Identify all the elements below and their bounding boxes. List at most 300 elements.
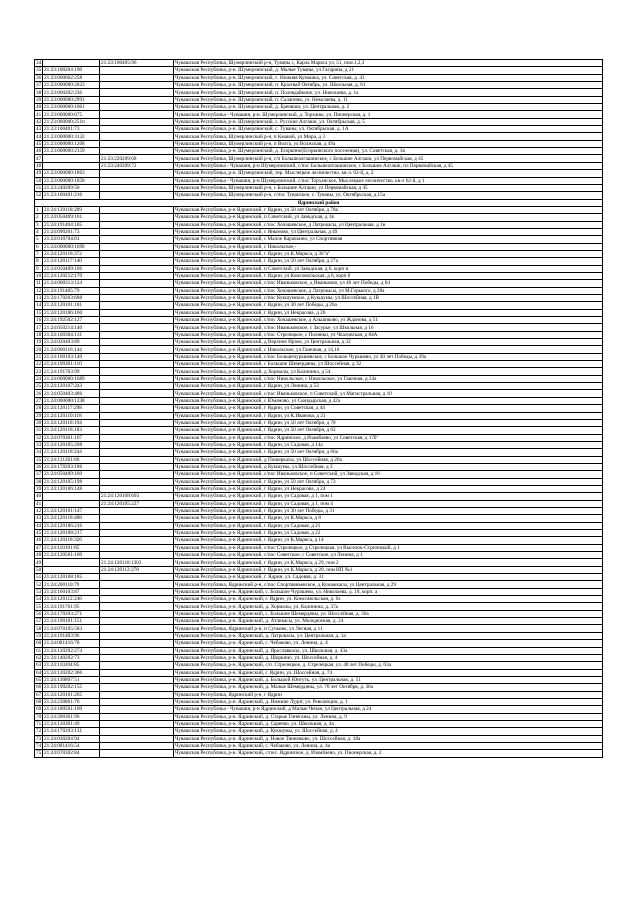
table-body-yadrinsky bbox=[35, 206, 603, 757]
table-row bbox=[35, 287, 603, 294]
table-row bbox=[35, 419, 603, 426]
cadastral-number-land: 21:24:070105:583 bbox=[43, 625, 100, 632]
address: Чувашская Республика, р-н Ядринский, г Ядрин, ул Некрасова, д 26 bbox=[174, 309, 603, 316]
cadastral-number-premises bbox=[100, 383, 174, 390]
section-title: Ядринский район bbox=[35, 199, 603, 206]
address: Чувашская Республика, р-н Ядринский, с Большие Шемердяны, ул Шоссейная, д 32 bbox=[174, 361, 603, 368]
address: Чувашская Республика, р-н Ядринский, с/пос Кукшумское, д Кукшумы, ул Шоссейная, д 1В bbox=[174, 295, 603, 302]
cadastral-number-premises bbox=[100, 713, 174, 720]
cadastral-number-premises bbox=[100, 250, 174, 257]
cadastral-number-premises bbox=[100, 610, 174, 617]
row-number: 61 bbox=[36, 647, 42, 654]
cadastral-number-premises bbox=[100, 126, 174, 133]
address: Чувашская Республика, р-н Ядринский, с/пос Иваньковское, с Засурье, ул Школьная, д 16 bbox=[174, 324, 603, 331]
cadastral-number-premises bbox=[100, 221, 174, 228]
row-number: 28 bbox=[36, 405, 42, 412]
cadastral-number-land: 21:24:090201:73 bbox=[43, 228, 100, 235]
cadastral-number-premises bbox=[100, 192, 174, 199]
cadastral-number-premises bbox=[100, 280, 174, 287]
cadastral-number-premises: 21:24:120105:227 bbox=[100, 500, 174, 507]
table-row bbox=[35, 236, 603, 243]
cadastral-number-premises bbox=[100, 390, 174, 397]
cadastral-number-premises: 21:24:120108:603 bbox=[100, 493, 174, 500]
table-row bbox=[35, 258, 603, 265]
row-number: 73 bbox=[36, 735, 42, 742]
table-row bbox=[35, 177, 603, 184]
table-row bbox=[35, 383, 603, 390]
address: Чувашская Республика, р-н Ядринский, г Ядрин, ул Ленина, д 53 bbox=[174, 383, 603, 390]
cadastral-number-premises bbox=[100, 552, 174, 559]
table-row bbox=[35, 669, 603, 676]
table-row bbox=[35, 295, 603, 302]
cadastral-number-premises bbox=[100, 456, 174, 463]
table-row bbox=[35, 566, 603, 573]
table-row bbox=[35, 581, 603, 588]
table-row bbox=[35, 309, 603, 316]
table-row bbox=[35, 339, 603, 346]
cadastral-number-premises bbox=[100, 375, 174, 382]
cadastral-number-land: 21:24:060116:144 bbox=[43, 346, 100, 353]
row-number: 12 bbox=[36, 287, 42, 294]
row-number: 59 bbox=[36, 632, 42, 639]
cadastral-number-land: 21:24:120118:326 bbox=[43, 537, 100, 544]
cadastral-number-land: 21:24:020403:89 bbox=[43, 339, 100, 346]
cadastral-number-premises bbox=[100, 588, 174, 595]
cadastral-number-land: 21:24:120108:217 bbox=[43, 530, 100, 537]
cadastral-number-premises bbox=[100, 309, 174, 316]
table-row bbox=[35, 684, 603, 691]
address: Чувашская Республика, р-н. Ядринский, д. Кукшумы, ул. Шоссейная, д. 4 bbox=[174, 728, 603, 735]
cadastral-number-premises bbox=[100, 118, 174, 125]
table-row bbox=[35, 243, 603, 250]
cadastral-number-premises bbox=[100, 662, 174, 669]
address: Чувашская Республика, р-н. Ядринский, д. Большой Юнгуть, ул. Центральная, д. 51 bbox=[174, 676, 603, 683]
cadastral-number-premises bbox=[100, 104, 174, 111]
cadastral-number-premises bbox=[100, 522, 174, 529]
cadastral-number-premises bbox=[100, 412, 174, 419]
address: Чувашская Республика, р-н. Шумерлинский, д. Егоркино(Егоркинского поселения), ул. Советская, д. 1в bbox=[174, 148, 603, 155]
cadastral-number-land: 21:24:120118:408 bbox=[43, 515, 100, 522]
cadastral-number-land: 21:24:050409:160 bbox=[43, 471, 100, 478]
cadastral-number-land: 21:24:191703:99 bbox=[43, 368, 100, 375]
cadastral-number-land: 21:23:000000:2159 bbox=[43, 148, 100, 155]
row-number: 49 bbox=[36, 170, 42, 177]
cadastral-number-premises bbox=[100, 449, 174, 456]
table-row bbox=[35, 588, 603, 595]
address: Чувашская Республика, р-н Ядринский, с/пос Иваньковское, п Советский, ул Заводская, д 16 bbox=[174, 471, 603, 478]
cadastral-number-land: 21:23:240209:50 bbox=[43, 184, 100, 191]
cadastral-number-premises bbox=[100, 258, 174, 265]
address: Чувашская Республика, р-н. Ядринский, д. Ярославкасы, ул. Школьная, д. 43а bbox=[174, 647, 603, 654]
cadastral-number-premises: 21:23:220209:68 bbox=[100, 155, 174, 162]
cadastral-number-land: 21:24:110204:85 bbox=[43, 662, 100, 669]
row-number: 71 bbox=[36, 721, 42, 728]
cadastral-number-premises: 21:24:120112:278 bbox=[100, 566, 174, 573]
cadastral-number-land: 21:24:081416:54 bbox=[43, 742, 100, 749]
row-number: 52 bbox=[36, 581, 42, 588]
cadastral-number-premises bbox=[100, 170, 174, 177]
table-row bbox=[35, 625, 603, 632]
address: Чувашская Республика, р-н Ядринский, г Ядрин, ул К.Маркса, д 29, пом 2 bbox=[174, 559, 603, 566]
address: Чувашская Республика, Ядринский р-н, г Ядрин bbox=[174, 691, 603, 698]
row-number: 1 bbox=[35, 206, 43, 213]
table-row bbox=[35, 493, 603, 500]
cadastral-number-land: 21:24:190101:151 bbox=[43, 618, 100, 625]
cadastral-number-land: 21:23:060602:258 bbox=[43, 74, 100, 81]
cadastral-number-premises bbox=[100, 427, 174, 434]
row-number: 45 bbox=[36, 530, 42, 537]
cadastral-number-land: 21:24:131201:66 bbox=[43, 456, 100, 463]
table-row bbox=[35, 67, 603, 74]
address: Чувашская Республика, Шумерлинский р-н, с/п Большеалгашинское, с Большие Алгаши, ул Первомайская, д 45 bbox=[174, 155, 603, 162]
row-number: 9 bbox=[35, 265, 43, 272]
row-number: 44 bbox=[36, 133, 42, 140]
address: Чувашская Республика, р-н Ядринский, г Ядрин, ул 50 лет Октября, д 66а bbox=[174, 449, 603, 456]
table-row bbox=[35, 228, 603, 235]
address: Чувашская Республика, р-н Ядринский, г Ядрин, ул Садовая, д 1, пом 4 bbox=[174, 500, 603, 507]
cadastral-number-land: 21:24:120107:243 bbox=[43, 383, 100, 390]
table-row bbox=[35, 331, 603, 338]
row-number: 60 bbox=[36, 640, 42, 647]
cadastral-number-land: 21:24:170203:688 bbox=[43, 295, 100, 302]
cadastral-number-premises bbox=[100, 361, 174, 368]
cadastral-number-land: 21:24:200301:96 bbox=[43, 713, 100, 720]
table-row bbox=[35, 632, 603, 639]
address: Чувашская Республика, р-н Ядринский, с Юманово, ул Сюндырская, д 42а bbox=[174, 397, 603, 404]
table-row bbox=[35, 720, 603, 727]
cadastral-number-land: 21:24:120117:298 bbox=[43, 405, 100, 412]
cadastral-number-land: 21:24:190202:155 bbox=[43, 684, 100, 691]
row-number: 30 bbox=[36, 419, 42, 426]
row-number: 22 bbox=[36, 361, 42, 368]
row-number: 44 bbox=[36, 522, 42, 529]
row-number: 66 bbox=[36, 684, 42, 691]
address: Чувашская Республика, р-н Ядринский, г Ядрин, ул Некрасова, д 24 bbox=[174, 485, 603, 492]
cadastral-number-premises bbox=[100, 654, 174, 661]
cadastral-number-land: 21:24:081416:78 bbox=[43, 640, 100, 647]
cadastral-number-premises bbox=[100, 419, 174, 426]
table-row bbox=[35, 133, 603, 140]
table-row bbox=[35, 375, 603, 382]
address: Чувашская Республика, р-н Ядринский, д Верхние Ирзеи, ул Центральная, д 32 bbox=[174, 339, 603, 346]
address: Чувашская Республика, р-н. Шумерлинский, с. Туваны, ул. Октябрьская, д. 1А bbox=[174, 126, 603, 133]
row-number: 42 bbox=[36, 508, 42, 515]
cadastral-number-premises bbox=[100, 434, 174, 441]
row-number: 55 bbox=[36, 603, 42, 610]
row-number: 48 bbox=[36, 162, 42, 169]
address: Чувашская Республика, р-н. Шумерлинский, с. Нижняя Кумашка, ул. Советская, д. 41 bbox=[174, 74, 603, 81]
cadastral-number-land: 21:24:120101:147 bbox=[43, 507, 100, 514]
cadastral-number-land: 21:24:110101:85 bbox=[43, 544, 100, 551]
row-number: 32 bbox=[36, 434, 42, 441]
address: Чувашская Республика, р-н. Ядринский, с/п. Стрелецкое, д. Стрелецкая, ул. 40 лет Победы, д. 63а bbox=[174, 662, 603, 669]
row-number: 39 bbox=[36, 486, 42, 493]
address: Чувашская Республика, р-н Ядринский, г Ядрин, ул 50 лет Октября, д 78а bbox=[174, 206, 603, 213]
row-number: 4 bbox=[35, 228, 43, 235]
cadastral-number-premises bbox=[100, 236, 174, 243]
table-row bbox=[35, 654, 603, 661]
address: Чувашская Республика, р-н. Ядринский, д. Старые Тинеганы, ул. Ленина, д. 9 bbox=[174, 713, 603, 720]
table-row bbox=[35, 104, 603, 111]
cadastral-number-premises bbox=[100, 96, 174, 103]
address: Чувашская Республика, р-н. Ядринский, г. Ядрин, ул. Шоссейная, д. 74 bbox=[174, 669, 603, 676]
cadastral-number-land: 21:23:100401:73 bbox=[43, 126, 100, 133]
table-row bbox=[35, 170, 603, 177]
row-number: 48 bbox=[36, 552, 42, 559]
cadastral-number-premises bbox=[100, 669, 174, 676]
address: Чувашская Республика, р-н Ядринский, с/пос Большечурашевское, с Большое Чурашево, ул 40 лет Победы, д 39а bbox=[174, 353, 603, 360]
address: Чувашская Республика, р-н Ядринский, с/пос Хочашевское, д Альшиково, ул Жданова, д 51 bbox=[174, 317, 603, 324]
address: Чувашская Республика, р-н Ядринский, г Ядрин, ул Садовая, д 14а bbox=[174, 441, 603, 448]
address: Чувашская Республика, р-н. Ядринский, с. Большие Шемердяны, ул. Шоссейная, д. 30а bbox=[174, 610, 603, 617]
row-number: 7 bbox=[35, 250, 43, 257]
table-row bbox=[35, 155, 603, 162]
cadastral-number-premises bbox=[100, 485, 174, 492]
address: Чувашская Республика, р-н. Ядринский, с. Чебаково, ул. Ленина, д. 4 bbox=[174, 640, 603, 647]
address: Чувашская Республика, р-н Ядринский, г Ядрин, ул 50 лет Октября, д 78 bbox=[174, 419, 603, 426]
address: Чувашская Республика, р-н. Ядринский, с/пос. Ядринское, д. Изамбаево, ул. Пионерская, д. 2 bbox=[174, 750, 603, 757]
cadastral-number-land: 21:23:000000:1858 bbox=[43, 177, 100, 184]
address: Чувашская Республика, Шумерлинский р-н, п Волга, ул Волжская, д 49а bbox=[174, 140, 603, 147]
address: Чувашская Республика - Чувашия, р-н Шумерлинский, с/пос Большеалгашинское, с Большие Алгаши, пл Первомайская, д 45 bbox=[174, 162, 603, 169]
row-number: 24 bbox=[36, 375, 42, 382]
row-number: 49 bbox=[36, 559, 42, 566]
address: Чувашская Республика, р-н Ядринский, с Никольское,- bbox=[174, 243, 603, 250]
table-row bbox=[35, 324, 603, 331]
table-row bbox=[35, 74, 603, 81]
cadastral-number-land bbox=[43, 559, 100, 566]
cadastral-number-premises bbox=[100, 74, 174, 81]
row-number: 37 bbox=[36, 471, 42, 478]
cadastral-number-premises bbox=[100, 272, 174, 279]
table-row bbox=[35, 317, 603, 324]
row-number: 23 bbox=[36, 368, 42, 375]
row-number: 74 bbox=[36, 743, 42, 750]
row-number: 69 bbox=[36, 706, 42, 713]
cadastral-number-premises bbox=[100, 676, 174, 683]
cadastral-number-land: 21:24:010704:81 bbox=[43, 236, 100, 243]
address: Чувашская Республика, р-н Ядринский, г Ядрин, ул 50 лет Октября, д 27а bbox=[174, 258, 603, 265]
address: Чувашская Республика, р-н Ядринский, г Ядрин, ул К.Маркса, д 36"а" bbox=[174, 250, 603, 257]
address: Чувашская Республика, Шумерлинский р-н, п Кманай, ул Мира, д 3 bbox=[174, 133, 603, 140]
address: Чувашская Республика, р-н Ядринский, с/пос Хочашевское, д Латрокасы, ул Центральная, д 1в bbox=[174, 221, 603, 228]
cadastral-number-land: 21:24:120105:198 bbox=[43, 478, 100, 485]
cadastral-number-premises bbox=[100, 133, 174, 140]
row-number: 3 bbox=[35, 221, 43, 228]
table-row bbox=[35, 610, 603, 617]
address: Чувашская Республика, р-н Ядринский, с/пос Стрелецкое, д Стрелецкая, ул Выселок-Стрелецкий, д 1 bbox=[174, 544, 603, 551]
table-row bbox=[35, 713, 603, 720]
cadastral-number-land: 21:24:120118:244 bbox=[43, 449, 100, 456]
table-row bbox=[35, 471, 603, 478]
table-row bbox=[35, 507, 603, 514]
cadastral-number-premises bbox=[100, 463, 174, 470]
row-number: 64 bbox=[36, 669, 42, 676]
row-number: 58 bbox=[36, 625, 42, 632]
table-row bbox=[35, 728, 603, 735]
cadastral-number-premises bbox=[100, 331, 174, 338]
cadastral-number-premises bbox=[100, 265, 174, 272]
row-number: 40 bbox=[36, 493, 42, 500]
row-number: 29 bbox=[36, 412, 42, 419]
cadastral-number-land: 21:24:050214:140 bbox=[43, 324, 100, 331]
cadastral-number-premises bbox=[100, 243, 174, 250]
address: Чувашская Республика, Шумерлинский р-н, Туваны с, Карла Маркса ул, 51, пом.1,2,3 bbox=[174, 60, 603, 67]
address: Чувашская Республика, р-н Ядринский, д Кукшумы, ул Шоссейная, д 2 bbox=[174, 463, 603, 470]
table-row bbox=[35, 184, 603, 191]
table-row bbox=[35, 118, 603, 125]
cadastral-number-premises bbox=[100, 177, 174, 184]
table-row bbox=[35, 544, 603, 551]
cadastral-number-premises bbox=[100, 471, 174, 478]
table-row bbox=[35, 361, 603, 368]
row-number: 13 bbox=[36, 295, 42, 302]
table-row bbox=[35, 368, 603, 375]
address: Чувашская Республика, р-н Ядринский, г Ядрин, ул К.Маркса, д 20, пом НП №1 bbox=[174, 566, 603, 573]
cadastral-number-land: 21:24:060313:124 bbox=[43, 280, 100, 287]
row-number: 38 bbox=[36, 89, 42, 96]
table-row bbox=[35, 662, 603, 669]
table-row bbox=[35, 478, 603, 485]
cadastral-number-land: 21:23:000000:675 bbox=[43, 111, 100, 118]
cadastral-number-land: 21:24:070302:84 bbox=[43, 750, 100, 757]
section-header-row bbox=[35, 199, 603, 206]
row-number: 20 bbox=[36, 346, 42, 353]
table-row bbox=[35, 192, 603, 199]
address: Чувашская Республика - Чувашия, р-н Ядринский, д Малые Чепаи, ул Центральная, д 24 bbox=[174, 706, 603, 713]
property-table bbox=[34, 59, 603, 758]
cadastral-number-land: 21:24:120106:160 bbox=[43, 309, 100, 316]
row-number: 19 bbox=[36, 339, 42, 346]
address: Чувашская Республика, р-н. Ядринский, д. Малые Шемердяны, ул. 70 лет Октября, д. 36а bbox=[174, 684, 603, 691]
address: Чувашская Республика, р-н. Ядринский, д. Сареево, ул. Школьная, д. 4а bbox=[174, 720, 603, 727]
cadastral-number-premises bbox=[100, 441, 174, 448]
cadastral-number-land: 21:24:120117:140 bbox=[43, 258, 100, 265]
cadastral-number-land: 21:24:120118:183 bbox=[43, 427, 100, 434]
row-number: 18 bbox=[36, 331, 42, 338]
address: Чувашская Республика, р-н Ядринский, с/пос Никольское, с Никольское, ул Гаючная, д 24а bbox=[174, 375, 603, 382]
table-row bbox=[35, 89, 603, 96]
cadastral-number-land: 21:24:140202:73 bbox=[43, 654, 100, 661]
cadastral-number-land: 21:24:191404:185 bbox=[43, 221, 100, 228]
table-row bbox=[35, 280, 603, 287]
table-row bbox=[35, 111, 603, 118]
table-body-section-header bbox=[35, 199, 603, 206]
table-row bbox=[35, 427, 603, 434]
table-row bbox=[35, 412, 603, 419]
row-number: 52 bbox=[36, 192, 42, 199]
row-number: 16 bbox=[36, 317, 42, 324]
row-number: 51 bbox=[36, 574, 42, 581]
cadastral-number-premises bbox=[100, 581, 174, 588]
cadastral-number-premises bbox=[100, 339, 174, 346]
cadastral-number-premises bbox=[100, 295, 174, 302]
cadastral-number-premises bbox=[100, 111, 174, 118]
row-number: 47 bbox=[36, 544, 42, 551]
address: Чувашская Республика, р-н Ядринский, г. Ядрин, ул. Садовая, д. 31 bbox=[174, 574, 603, 581]
row-number: 10 bbox=[36, 273, 42, 280]
cadastral-number-premises bbox=[100, 544, 174, 551]
cadastral-number-land: 21:23:000000:251п bbox=[43, 118, 100, 125]
table-row bbox=[35, 596, 603, 603]
cadastral-number-premises bbox=[100, 228, 174, 235]
table-row bbox=[35, 537, 603, 544]
row-number: 50 bbox=[36, 177, 42, 184]
row-number: 41 bbox=[36, 500, 42, 507]
cadastral-number-premises bbox=[100, 287, 174, 294]
row-number: 2 bbox=[35, 214, 43, 221]
cadastral-number-premises: 21:23:100405:96 bbox=[100, 60, 174, 67]
cadastral-number-land: 21:24:120501:100 bbox=[43, 552, 100, 559]
row-number: 35 bbox=[36, 67, 42, 74]
cadastral-number-land bbox=[43, 60, 100, 67]
cadastral-number-land: 21:24:120118:194 bbox=[43, 419, 100, 426]
table-row bbox=[35, 302, 603, 309]
table-row bbox=[35, 706, 603, 713]
row-number: 47 bbox=[36, 155, 42, 162]
cadastral-number-land: 21:24:120106:216 bbox=[43, 522, 100, 529]
address: Чувашская Республика, р-н Ядринский, с Малое Карачкино, ул Спортивная bbox=[174, 236, 603, 243]
cadastral-number-land: 21:24:190301:110 bbox=[43, 361, 100, 368]
table-row bbox=[35, 456, 603, 463]
cadastral-number-land: 21:24:000000:1690 bbox=[43, 243, 100, 250]
cadastral-number-premises bbox=[100, 397, 174, 404]
address: Чувашская Республика, р-н Ядринский, п Советский, ул Заводская, д 6, корп и bbox=[174, 265, 603, 272]
table-row bbox=[35, 206, 603, 213]
row-number: 14 bbox=[36, 302, 42, 309]
row-number: 51 bbox=[36, 184, 42, 191]
row-number: 21 bbox=[36, 353, 42, 360]
cadastral-number-premises bbox=[100, 206, 174, 213]
table-row bbox=[35, 735, 603, 742]
row-number: 25 bbox=[36, 383, 42, 390]
address: Чувашская Республика, р-н. Шумерлинский, д. Бреняши, ул. Центральная, д. 2 bbox=[174, 104, 603, 111]
cadastral-number-land: 21:24:120112:246 bbox=[43, 596, 100, 603]
address: Чувашская Республика, р-н Ядринский, с/пос Иваньковское, п Советский, ул Магистральная, д 10 bbox=[174, 390, 603, 397]
row-number: 62 bbox=[36, 654, 42, 661]
table-row bbox=[35, 574, 603, 581]
row-number: 8 bbox=[35, 258, 43, 265]
cadastral-number-premises bbox=[100, 728, 174, 735]
row-number: 34 bbox=[36, 60, 42, 67]
cadastral-number-land: 21:24:160103:140 bbox=[43, 353, 100, 360]
cadastral-number-land: 21:24:170203:186 bbox=[43, 463, 100, 470]
cadastral-number-premises bbox=[100, 750, 174, 757]
table-row bbox=[35, 390, 603, 397]
cadastral-number-premises bbox=[100, 515, 174, 522]
row-number: 53 bbox=[36, 588, 42, 595]
cadastral-number-land: 21:24:120202:366 bbox=[43, 669, 100, 676]
cadastral-number-premises bbox=[100, 720, 174, 727]
row-number: 63 bbox=[36, 662, 42, 669]
table-row bbox=[35, 485, 603, 492]
cadastral-number-premises bbox=[100, 537, 174, 544]
cadastral-number-premises bbox=[100, 647, 174, 654]
cadastral-number-land: 21:24:050409:166 bbox=[43, 265, 100, 272]
table-row bbox=[35, 434, 603, 441]
address: Чувашская Республика, р-н Ядринский, д Хормалы, ул Калинина, д 54 bbox=[174, 368, 603, 375]
address: Чувашская Республика, р-н. Ядринский, д. Новое Тянимково, ул. Шоссейная, д. 18а bbox=[174, 735, 603, 742]
cadastral-number-premises bbox=[100, 346, 174, 353]
cadastral-number-land: 21:24:170203:271 bbox=[43, 610, 100, 617]
address: Чувашская Республика, р-н. Шумерлинский, п. Красный Октябрь, ул. Школьная, д. 61 bbox=[174, 82, 603, 89]
address: Чувашская Республика, р-н. Ядринский, д. Атликасы, ул. Молодежная, д. 24 bbox=[174, 618, 603, 625]
cadastral-number-land: 21:24:000000:1689 bbox=[43, 375, 100, 382]
cadastral-number-premises bbox=[100, 530, 174, 537]
table-row bbox=[35, 272, 603, 279]
cadastral-number-land: 21:24:230801:70 bbox=[43, 698, 100, 705]
cadastral-number-land: 21:24:160103:87 bbox=[43, 588, 100, 595]
